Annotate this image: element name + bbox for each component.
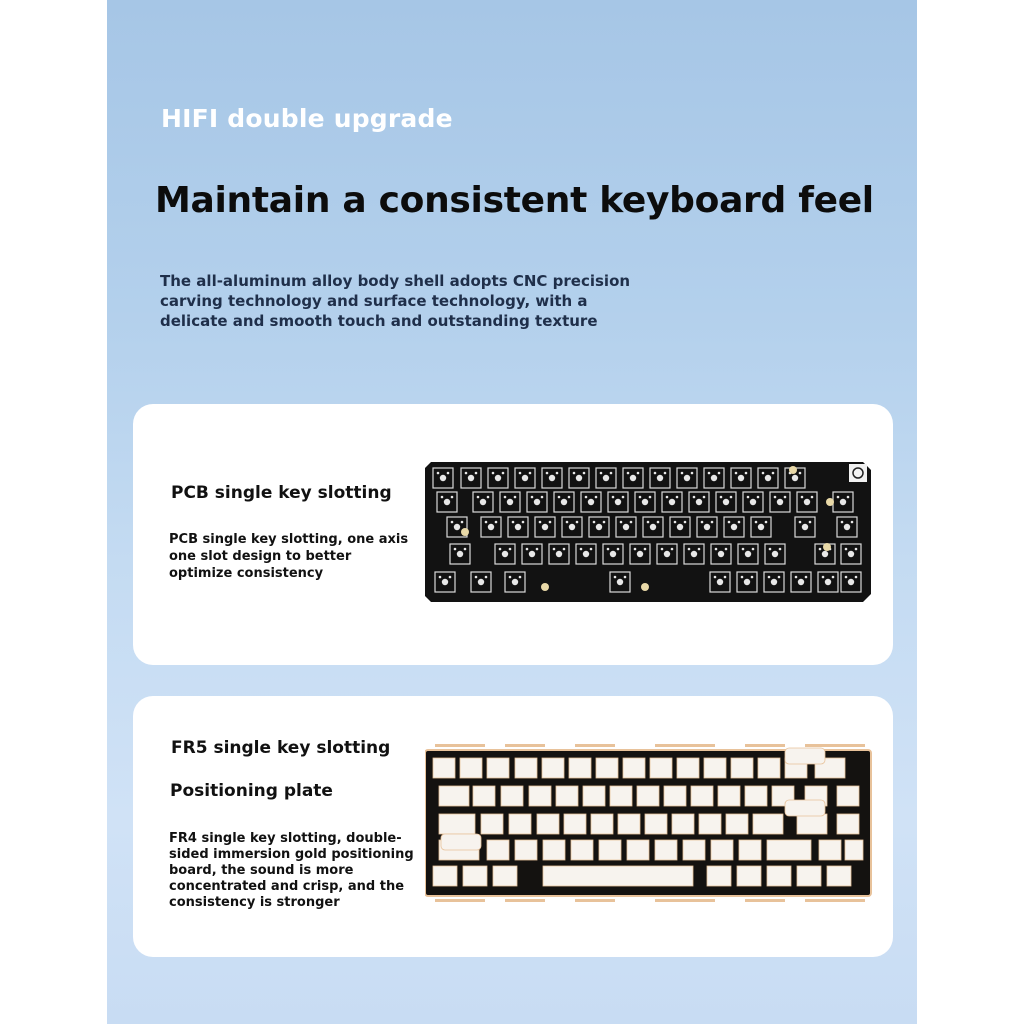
plate-card-title: FR5 single key slotting: [171, 738, 391, 758]
pcb-mount-hole: [789, 466, 797, 474]
plate-switch-cutout: [463, 866, 487, 886]
plate-switch-cutout: [753, 814, 783, 834]
pcb-card-description: [169, 531, 408, 582]
plate-card-subtitle: Positioning plate: [170, 781, 333, 801]
plate-switch-cutout: [623, 758, 645, 778]
plate-switch-cutout: [439, 814, 475, 834]
pcb-card-title: PCB single key slotting: [171, 483, 392, 503]
plate-switch-cutout: [645, 814, 667, 834]
plate-switch-cutout: [481, 814, 503, 834]
plate-switch-cutout: [591, 814, 613, 834]
plate-switch-cutout: [819, 840, 841, 860]
intro-paragraph: [160, 271, 640, 331]
plate-switch-cutout: [599, 840, 621, 860]
plate-switch-cutout: [583, 786, 605, 806]
plate-switch-cutout: [699, 814, 721, 834]
plate-switch-cutout: [664, 786, 686, 806]
plate-stabilizer-cutout: [441, 834, 481, 850]
plate-switch-cutout: [672, 814, 694, 834]
intro-line: The all-aluminum alloy body shell adopts CNC precision: [160, 272, 631, 290]
desc-line: concentrated and crisp, and the: [169, 879, 405, 894]
pcb-encoder: [849, 464, 867, 482]
plate-switch-cutout: [691, 786, 713, 806]
desc-line: sided immersion gold positioning: [169, 847, 414, 862]
plate-switch-cutout: [655, 840, 677, 860]
plate-switch-cutout: [439, 786, 469, 806]
desc-line: optimize consistency: [169, 566, 324, 581]
plate-switch-cutout: [758, 758, 780, 778]
plate-switch-cutout: [711, 840, 733, 860]
plate-edge-tab: [505, 899, 545, 902]
plate-edge-tab: [745, 899, 785, 902]
plate-switch-cutout: [509, 814, 531, 834]
kicker-text: HIFI double upgrade: [161, 104, 453, 133]
plate-card-description: [169, 831, 414, 911]
plate-switch-cutout: [797, 866, 821, 886]
plate-edge-tab: [575, 744, 615, 747]
plate-switch-cutout: [529, 786, 551, 806]
plate-switch-cutout: [837, 786, 859, 806]
plate-switch-cutout: [433, 758, 455, 778]
desc-line: board, the sound is more: [169, 863, 354, 878]
plate-stabilizer-cutout: [785, 800, 825, 816]
pcb-mount-hole: [823, 543, 831, 551]
plate-switch-cutout: [767, 840, 811, 860]
desc-line: consistency is stronger: [169, 895, 340, 910]
pcb-card: [133, 404, 893, 665]
pcb-mount-hole: [541, 583, 549, 591]
plate-switch-cutout: [564, 814, 586, 834]
plate-switch-cutout: [637, 786, 659, 806]
plate-switch-cutout: [487, 840, 509, 860]
plate-edge-tab: [805, 744, 865, 747]
headline: Maintain a consistent keyboard feel: [155, 180, 874, 221]
plate-switch-cutout: [797, 814, 827, 834]
plate-switch-cutout: [542, 758, 564, 778]
plate-switch-cutout: [515, 758, 537, 778]
plate-edge-tab: [575, 899, 615, 902]
plate-switch-cutout: [569, 758, 591, 778]
plate-switch-cutout: [543, 866, 693, 886]
plate-switch-cutout: [571, 840, 593, 860]
desc-line: PCB single key slotting, one axis: [169, 532, 409, 547]
plate-switch-cutout: [610, 786, 632, 806]
intro-line: carving technology and surface technology, with a: [160, 292, 588, 310]
plate-switch-cutout: [845, 840, 863, 860]
plate-switch-cutout: [677, 758, 699, 778]
desc-line: one slot design to better: [169, 549, 352, 564]
pcb-image: [425, 462, 875, 602]
plate-switch-cutout: [596, 758, 618, 778]
plate-switch-cutout: [707, 866, 731, 886]
plate-switch-cutout: [487, 758, 509, 778]
pcb-mount-hole: [641, 583, 649, 591]
plate-edge-tab: [745, 744, 785, 747]
plate-switch-cutout: [837, 814, 859, 834]
plate-edge-tab: [435, 899, 485, 902]
plate-switch-cutout: [650, 758, 672, 778]
plate-switch-cutout: [745, 786, 767, 806]
plate-switch-cutout: [726, 814, 748, 834]
plate-switch-cutout: [460, 758, 482, 778]
plate-switch-cutout: [543, 840, 565, 860]
plate-edge-tab: [655, 744, 715, 747]
plate-switch-cutout: [515, 840, 537, 860]
plate-switch-cutout: [473, 786, 495, 806]
plate-stabilizer-cutout: [785, 748, 825, 764]
plate-switch-cutout: [718, 786, 740, 806]
plate-switch-cutout: [731, 758, 753, 778]
plate-card: [133, 696, 893, 957]
plate-image: [425, 744, 875, 904]
plate-switch-cutout: [627, 840, 649, 860]
plate-switch-cutout: [739, 840, 761, 860]
pcb-mount-hole: [826, 498, 834, 506]
plate-edge-tab: [435, 744, 485, 747]
desc-line: FR4 single key slotting, double-: [169, 831, 402, 846]
plate-switch-cutout: [767, 866, 791, 886]
plate-switch-cutout: [618, 814, 640, 834]
plate-switch-cutout: [737, 866, 761, 886]
plate-switch-cutout: [433, 866, 457, 886]
pcb-mount-hole: [461, 528, 469, 536]
intro-line: delicate and smooth touch and outstanding texture: [160, 312, 598, 330]
plate-switch-cutout: [683, 840, 705, 860]
pcb-board: [425, 462, 871, 602]
plate-switch-cutout: [501, 786, 523, 806]
plate-switch-cutout: [827, 866, 851, 886]
plate-switch-cutout: [704, 758, 726, 778]
plate-switch-cutout: [493, 866, 517, 886]
plate-edge-tab: [805, 899, 865, 902]
plate-switch-cutout: [556, 786, 578, 806]
plate-edge-tab: [655, 899, 715, 902]
plate-edge-tab: [505, 744, 545, 747]
plate-switch-cutout: [537, 814, 559, 834]
